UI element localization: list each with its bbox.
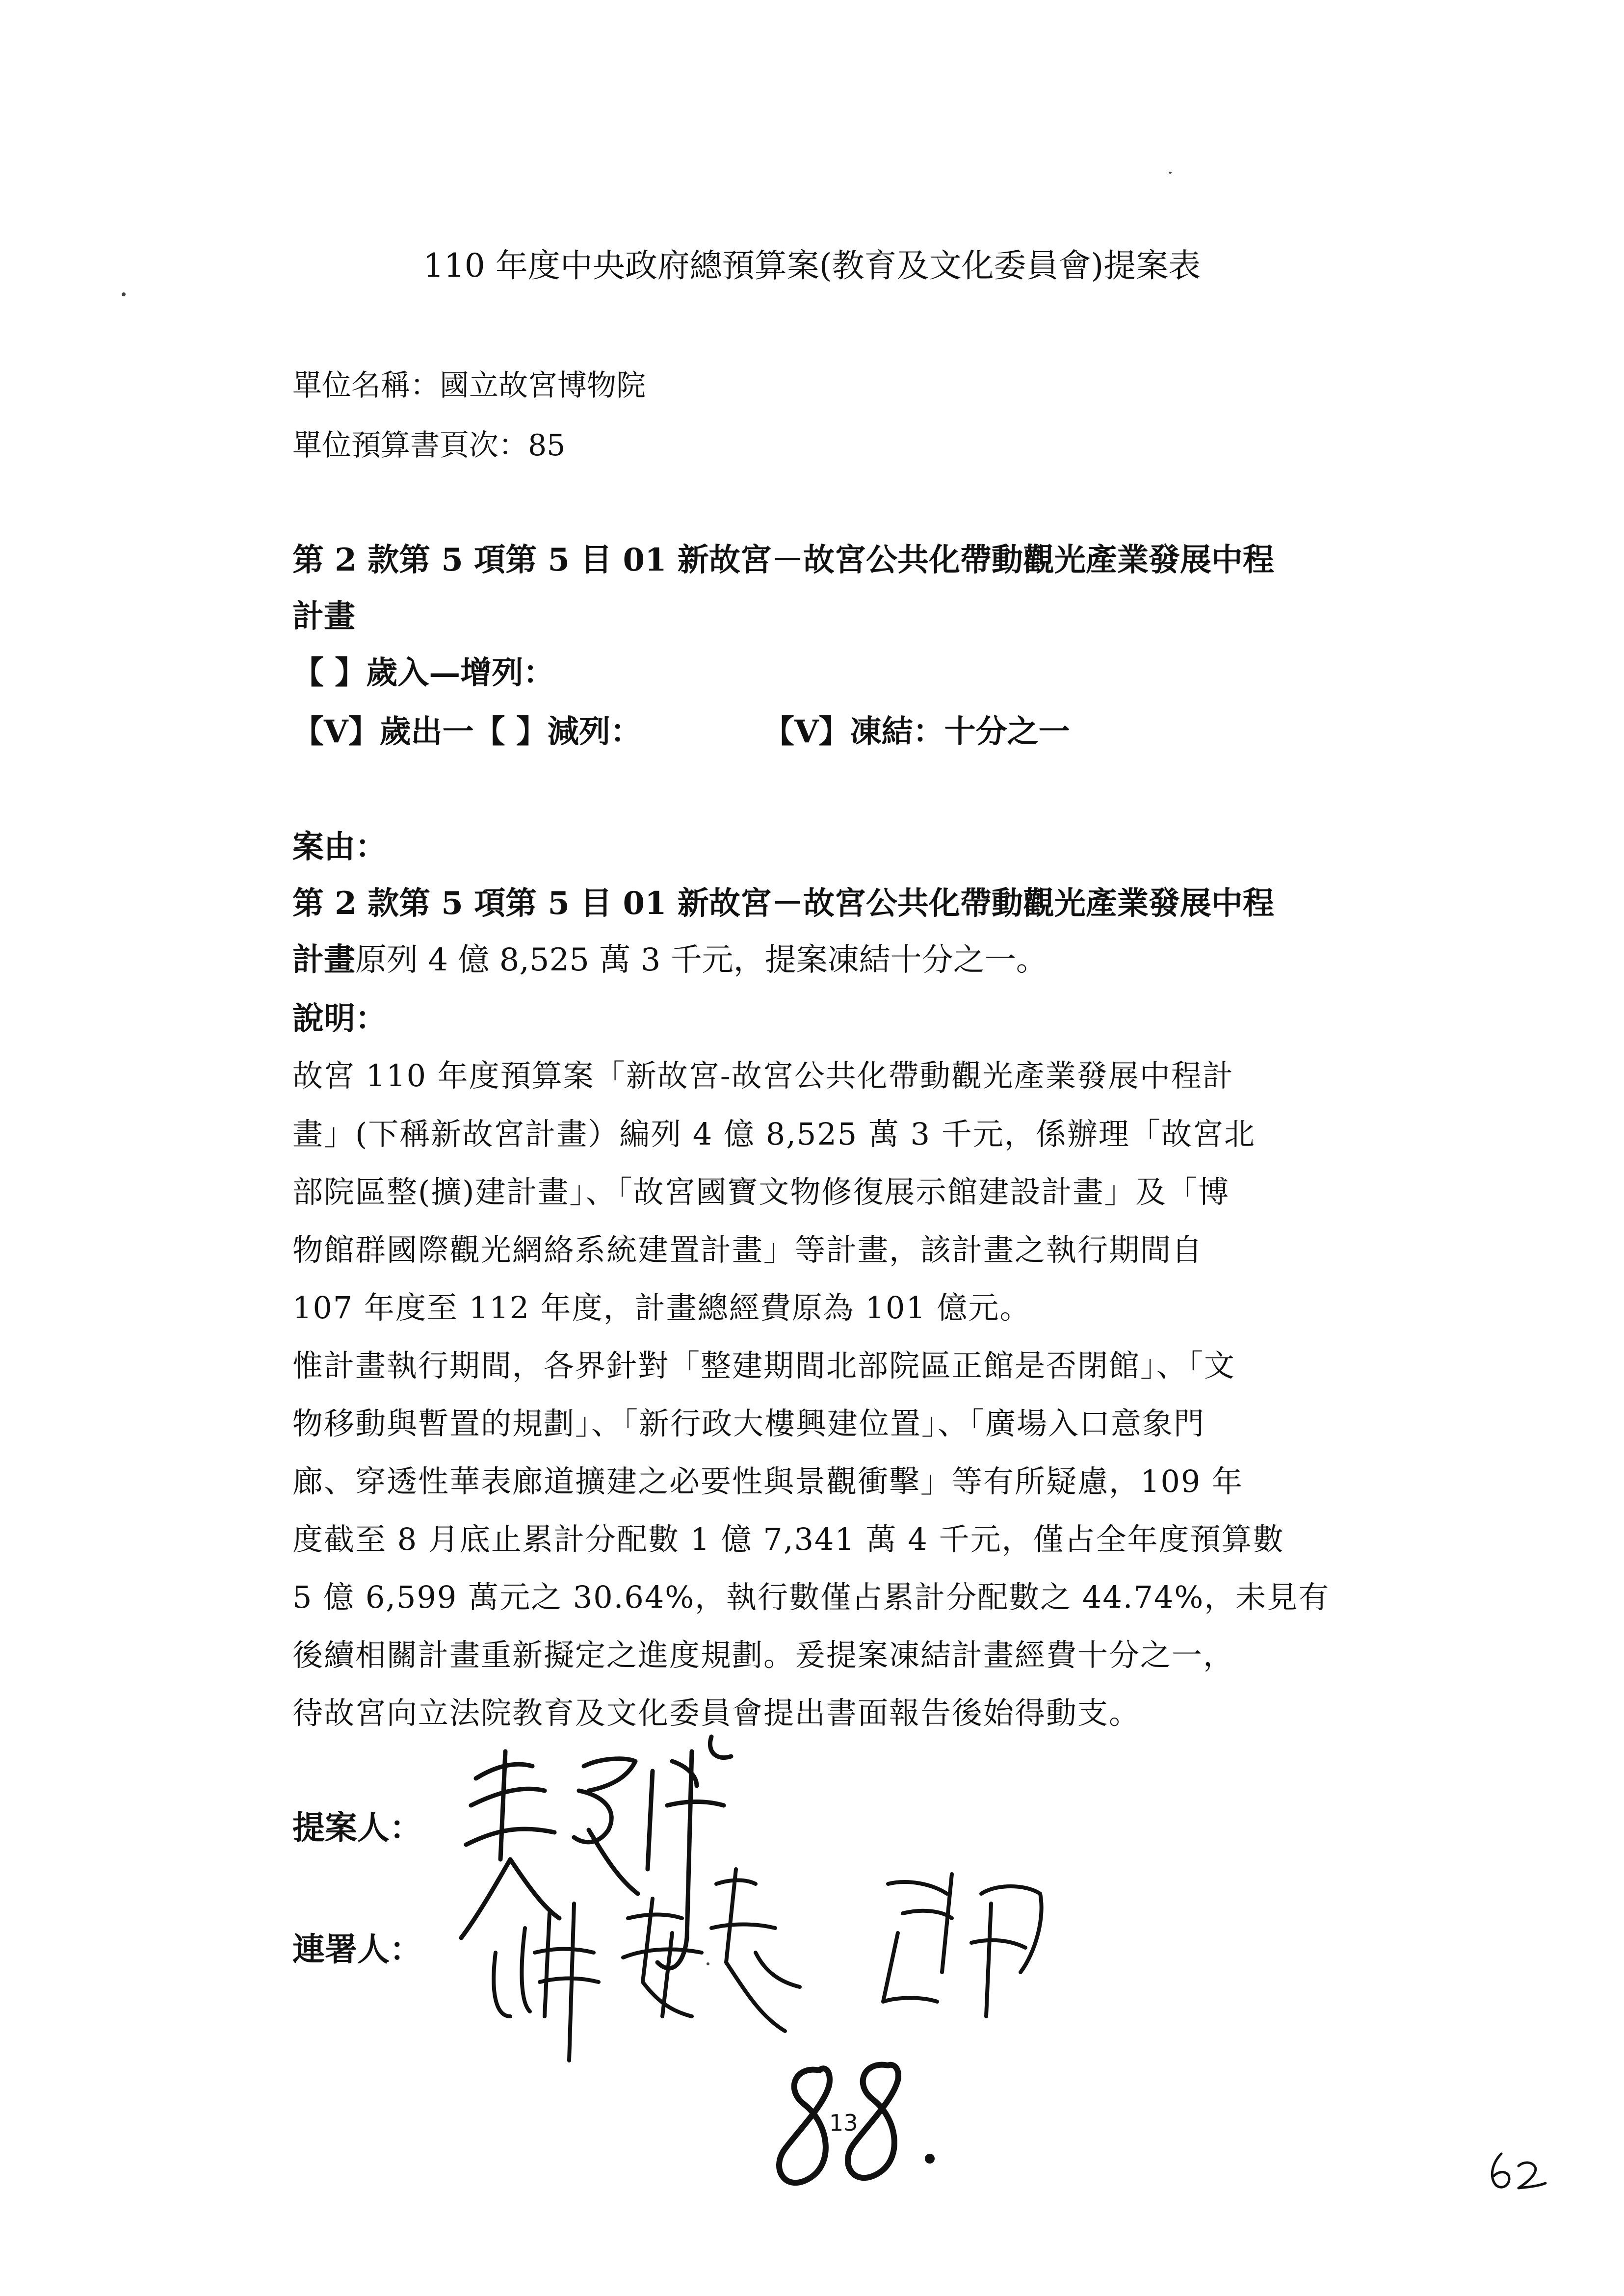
explanation-line: 107 年度至 112 年度，計畫總經費原為 101 億元。 (292, 1290, 1031, 1326)
item-heading-line1: 第 2 款第 5 項第 5 目 01 新故宮－故宮公共化帶動觀光產業發展中程 (292, 542, 1274, 578)
reason-line2-rest: 原列 4 億 8,525 萬 3 千元，提案凍結十分之一。 (355, 942, 1048, 978)
reason-line2 (292, 935, 1048, 980)
explanation-line: 廊、穿透性華表廊道擴建之必要性與景觀衝擊」等有所疑慮，109 年 (292, 1463, 1244, 1499)
explanation-line: 待故宮向立法院教育及文化委員會提出書面報告後始得動支。 (292, 1695, 1141, 1731)
unit-budget-page: 單位預算書頁次：85 (292, 428, 566, 463)
reason-label: 案由： (292, 829, 387, 865)
explanation-line: 物移動與暫置的規劃」、「新行政大樓興建位置」、「廣場入口意象門 (292, 1406, 1205, 1441)
scan-speck (122, 292, 126, 296)
explanation-line: 部院區整(擴)建計畫」、「故宮國寶文物修復展示館建設計畫」及「博 (292, 1174, 1230, 1210)
reason-line1: 第 2 款第 5 項第 5 目 01 新故宮－故宮公共化帶動觀光產業發展中程 (292, 885, 1274, 922)
expenditure-line: 【V】歲出一【 】減列： (292, 713, 642, 750)
item-heading-line2: 計畫 (292, 598, 355, 635)
scan-speck (707, 1962, 709, 1965)
explanation-line: 物館群國際觀光網絡系統建置計畫」等計畫，該計畫之執行期間自 (292, 1232, 1204, 1268)
explanation-line: 惟計畫執行期間，各界針對「整建期間北部院區正館是否閉館」、「文 (292, 1348, 1236, 1383)
explanation-line: 畫」(下稱新故宮計畫）編列 4 億 8,525 萬 3 千元，係辦理「故宮北 (292, 1116, 1256, 1152)
cosigner-label: 連署人： (292, 1930, 422, 1968)
explanation-line: 故宮 110 年度預算案「新故宮-故宮公共化帶動觀光產業發展中程計 (292, 1058, 1234, 1094)
explanation-line: 5 億 6,599 萬元之 30.64%，執行數僅占累計分配數之 44.74%，未見有 (292, 1579, 1330, 1615)
explanation-line: 後續相關計畫重新擬定之進度規劃。爰提案凍結計畫經費十分之一， (292, 1637, 1235, 1673)
reason-line2-bold: 計畫 (292, 941, 355, 978)
page-number: 13 (829, 2110, 858, 2136)
handwritten-number (756, 2051, 967, 2208)
proposer-label: 提案人： (292, 1808, 422, 1847)
corner-handwritten-mark (1482, 2149, 1550, 2193)
explanation-label: 說明： (292, 1000, 387, 1037)
freeze-line: 【V】凍結：十分之一 (763, 713, 1070, 750)
document-title: 110 年度中央政府總預算案(教育及文化委員會)提案表 (423, 247, 1201, 285)
revenue-line: 【 】歲入—增列： (292, 654, 555, 691)
scan-speck (1169, 172, 1172, 174)
explanation-line: 度截至 8 月底止累計分配數 1 億 7,341 萬 4 千元，僅占全年度預算數 (292, 1521, 1284, 1557)
unit-name: 單位名稱：國立故宮博物院 (292, 368, 646, 403)
